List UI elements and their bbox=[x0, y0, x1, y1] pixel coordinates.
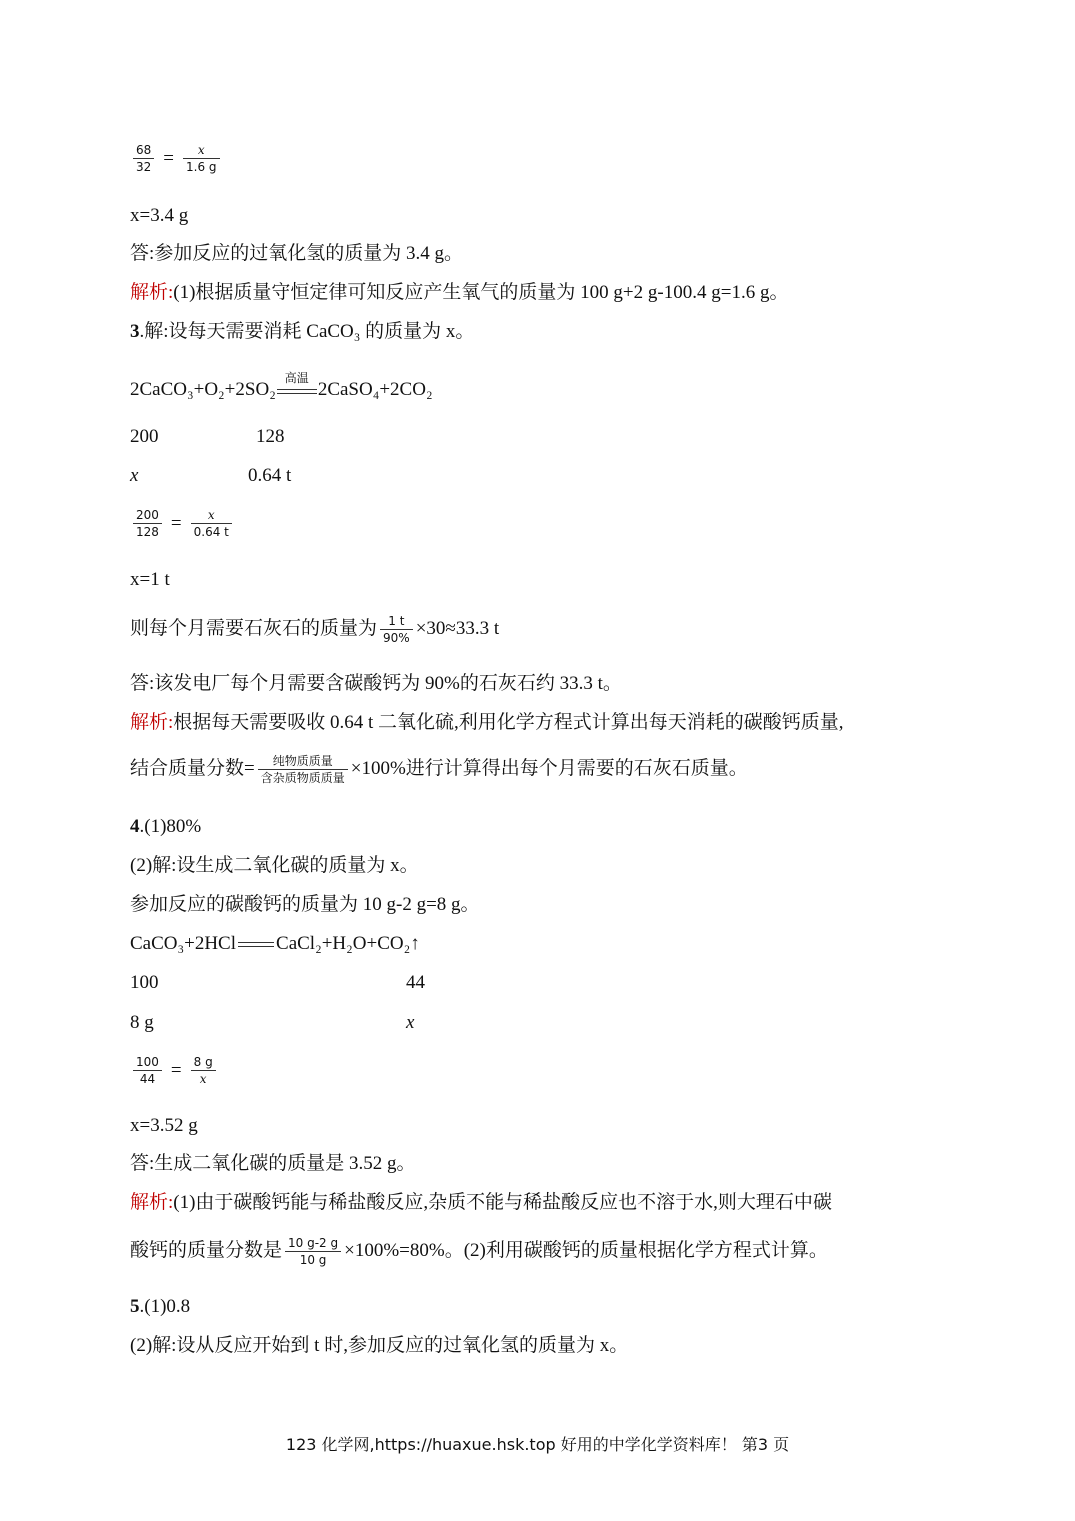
analysis-line-2: 解析:根据每天需要吸收 0.64 t 二氧化硫,利用化学方程式计算出每天消耗的碳酸钙质量, bbox=[130, 712, 844, 733]
result-line-1: x=3.4 g bbox=[130, 205, 189, 226]
answer-line-3: 答:生成二氧化碳的质量是 3.52 g。 bbox=[130, 1153, 416, 1174]
analysis-line-4: 解析:(1)由于碳酸钙能与稀盐酸反应,杂质不能与稀盐酸反应也不溶于水,则大理石中碳 bbox=[130, 1192, 832, 1213]
chemical-equation-1: 2CaCO₃+O₂+2SO₂ 高温 2CaSO₄+2CO₂ bbox=[130, 370, 433, 400]
analysis-label: 解析: bbox=[130, 1192, 174, 1213]
mass-ratio-row-4: 8 g x bbox=[130, 1012, 415, 1033]
analysis-label: 解析: bbox=[130, 712, 174, 733]
ratio-equation-2: $\frac{200}{128}$ = $\frac{x}{0.64 t}$ bbox=[130, 507, 235, 540]
answer-line-1: 答:参加反应的过氧化氢的质量为 3.4 g。 bbox=[130, 243, 464, 264]
solve-line-5: (2)解:设从反应开始到 t 时,参加反应的过氧化氢的质量为 x。 bbox=[130, 1335, 629, 1356]
mass-ratio-row-3: 100 44 bbox=[130, 972, 425, 993]
analysis-label: 解析: bbox=[130, 282, 174, 303]
question-4-heading: 4.(1)80% bbox=[130, 816, 202, 837]
monthly-mass-line: 则每个月需要石灰石的质量为 $\frac{1 t}{90\%}$ ×30≈33.3 t bbox=[130, 614, 500, 645]
analysis-line-5: 酸钙的质量分数是 $\frac{10 g-2 g}{10 g}$ ×100%=80%。(2)利用碳酸钙的质量根据化学方程式计算。 bbox=[130, 1236, 828, 1267]
mass-line-4: 参加反应的碳酸钙的质量为 10 g-2 g=8 g。 bbox=[130, 894, 480, 915]
mass-ratio-row-2: x 0.64 t bbox=[130, 465, 292, 486]
result-line-2: x=1 t bbox=[130, 569, 170, 590]
reaction-condition: 高温 bbox=[277, 386, 317, 396]
analysis-line-1: 解析:(1)根据质量守恒定律可知反应产生氧气的质量为 100 g+2 g-100.4 g=1.6 g。 bbox=[130, 282, 789, 303]
solve-line-4: (2)解:设生成二氧化碳的质量为 x。 bbox=[130, 855, 419, 876]
chemical-equation-2: CaCO₃+2HCl CaCl₂+H₂O+CO₂↑ bbox=[130, 933, 420, 954]
mass-ratio-row-1: 200 128 bbox=[130, 426, 285, 447]
answer-line-2: 答:该发电厂每个月需要含碳酸钙为 90%的石灰石约 33.3 t。 bbox=[130, 673, 622, 694]
ratio-equation-3: $\frac{100}{44}$ = $\frac{8 g}{x}$ bbox=[130, 1054, 219, 1087]
question-3-heading: 3.解:设每天需要消耗 CaCO₃ 的质量为 x。 bbox=[130, 321, 475, 342]
result-line-3: x=3.52 g bbox=[130, 1115, 198, 1136]
ratio-equation-1: $\frac{68}{32}$ = $\frac{x}{1.6 g}$ bbox=[130, 142, 223, 175]
question-5-heading: 5.(1)0.8 bbox=[130, 1296, 191, 1317]
analysis-line-3: 结合质量分数= $\frac{\text{纯物质质量}}{\text{含杂质物质质量}}$ ×100%进行计算得出每个月需要的石灰石质量。 bbox=[130, 754, 748, 785]
page-footer: 123 化学网,https://huaxue.hsk.top 好用的中学化学资料库！ 第3 页 bbox=[285, 1435, 790, 1454]
